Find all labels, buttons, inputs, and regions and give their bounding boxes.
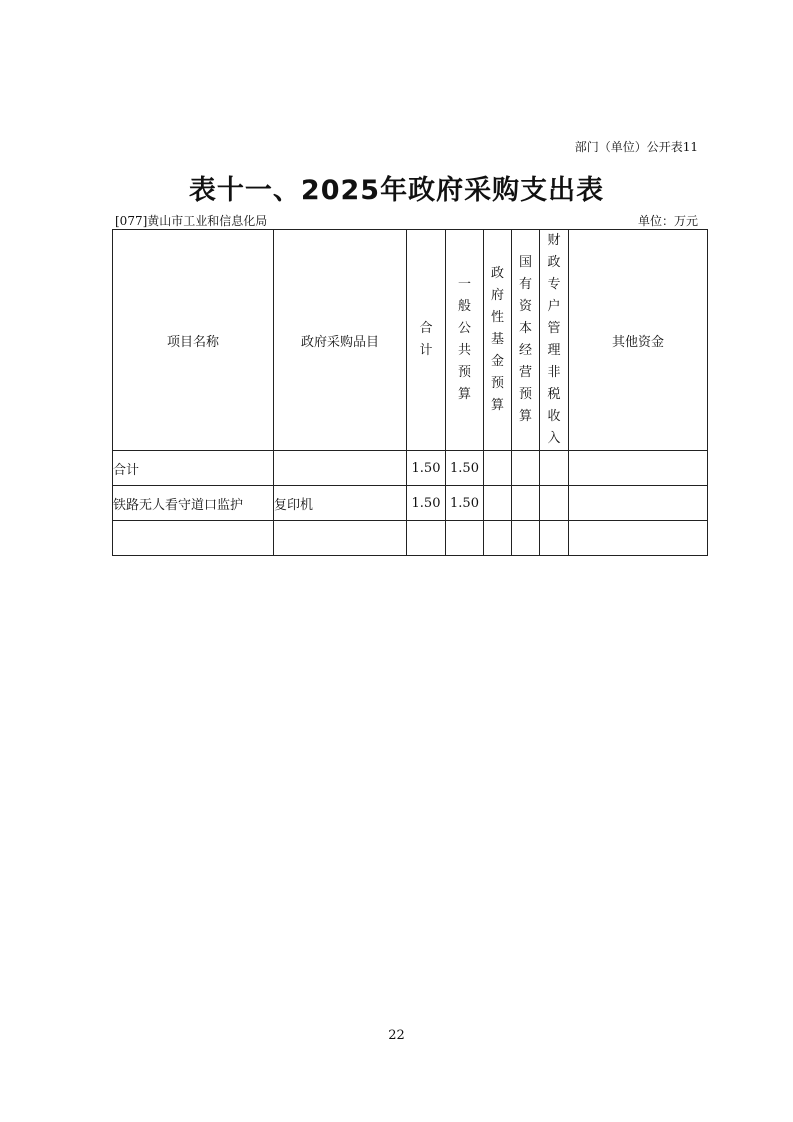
cell-general-budget <box>446 521 484 556</box>
cell-special-account <box>540 486 569 521</box>
cell-other <box>569 451 708 486</box>
cell-item <box>274 451 407 486</box>
department-name: [077]黄山市工业和信息化局 <box>115 214 268 228</box>
cell-state-capital-budget <box>512 486 540 521</box>
cell-item <box>274 521 407 556</box>
column-header-total: 合计 <box>407 230 446 451</box>
column-header-general-budget: 一般公共预算 <box>446 230 484 451</box>
page-title: 表十一、2025年政府采购支出表 <box>188 175 605 206</box>
cell-other <box>569 486 708 521</box>
cell-special-account <box>540 451 569 486</box>
cell-project: 铁路无人看守道口监护 <box>113 486 274 521</box>
cell-total: 1.50 <box>407 486 446 521</box>
cell-general-budget: 1.50 <box>446 451 484 486</box>
column-header-project: 项目名称 <box>113 230 274 451</box>
cell-project <box>113 521 274 556</box>
column-header-item: 政府采购品目 <box>274 230 407 451</box>
table-row <box>113 521 708 556</box>
table-row <box>113 451 708 486</box>
cell-state-capital-budget <box>512 451 540 486</box>
cell-total: 1.50 <box>407 451 446 486</box>
cell-fund-budget <box>484 451 512 486</box>
cell-other <box>569 521 708 556</box>
cell-fund-budget <box>484 486 512 521</box>
cell-state-capital-budget <box>512 521 540 556</box>
table-header-row <box>113 230 708 451</box>
unit-label: 单位：万元 <box>637 214 698 228</box>
cell-fund-budget <box>484 521 512 556</box>
page-number: 22 <box>388 1028 405 1043</box>
cell-special-account <box>540 521 569 556</box>
document-label: 部门（单位）公开表11 <box>574 140 698 154</box>
column-header-state-capital-budget: 国有资本经营预算 <box>512 230 540 451</box>
cell-total <box>407 521 446 556</box>
cell-general-budget: 1.50 <box>446 486 484 521</box>
column-header-other: 其他资金 <box>569 230 708 451</box>
column-header-fund-budget: 政府性基金预算 <box>484 230 512 451</box>
cell-item: 复印机 <box>274 486 407 521</box>
table-row <box>113 486 708 521</box>
column-header-special-account: 财政专户管理非税收入 <box>540 230 569 451</box>
procurement-table <box>112 229 708 556</box>
cell-project: 合计 <box>113 451 274 486</box>
